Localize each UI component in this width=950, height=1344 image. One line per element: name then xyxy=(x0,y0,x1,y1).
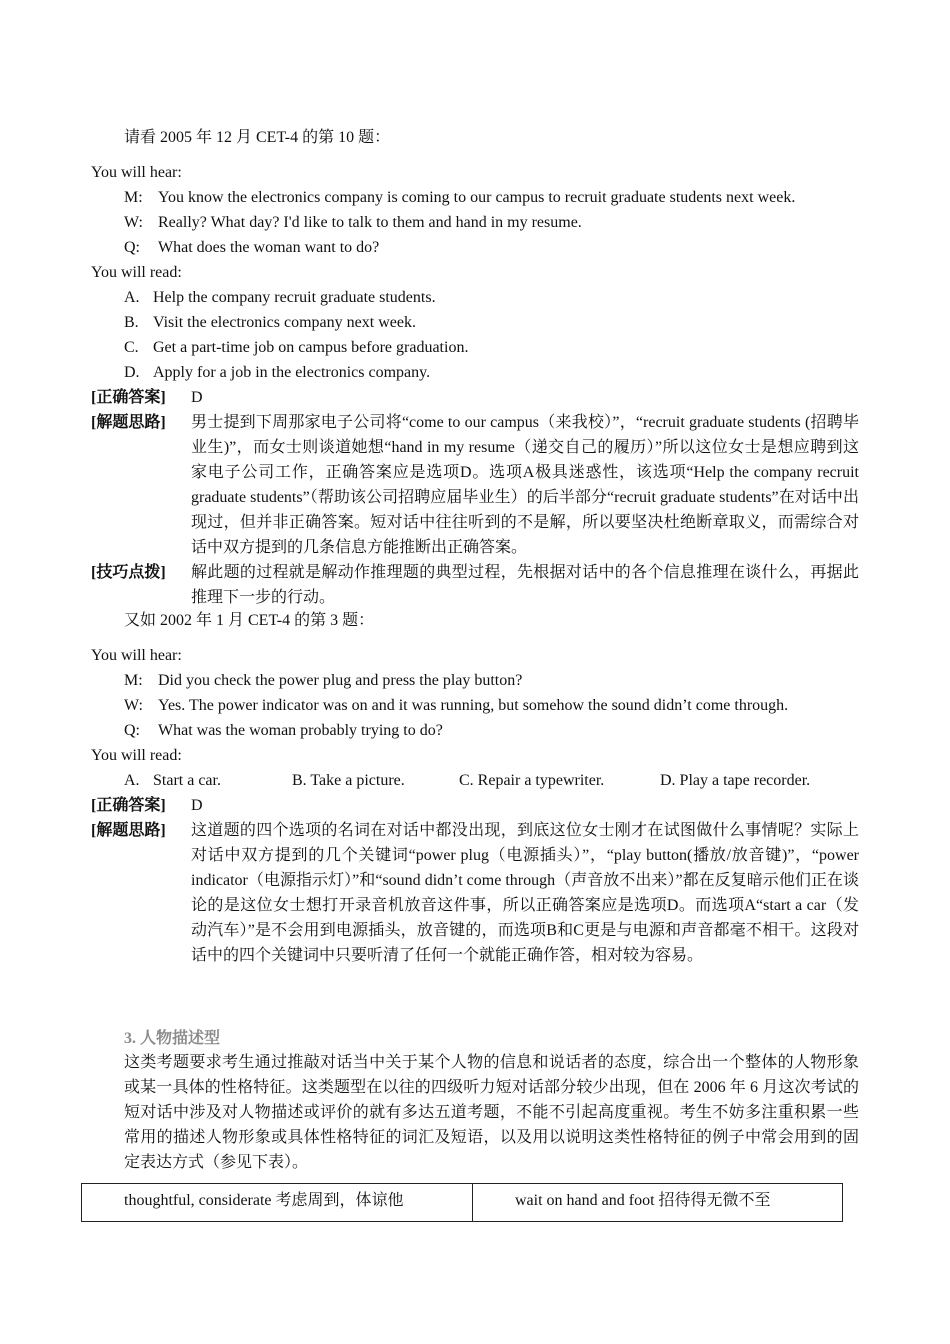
vocab-table xyxy=(81,1183,843,1222)
dialog-text: Yes. The power indicator was on and it was running, but somehow the sound didn’t come through. xyxy=(158,697,789,714)
table-row xyxy=(82,1184,843,1222)
intro-1: 请看 2005 年 12 月 CET-4 的第 10 题： xyxy=(124,129,391,146)
option-letter: A. xyxy=(124,772,140,789)
q1-read-label: You will read: xyxy=(91,264,182,281)
intro-2: 又如 2002 年 1 月 CET-4 的第 3 题： xyxy=(124,612,375,629)
q1-hear-label: You will hear: xyxy=(91,164,182,181)
option-letter: D. xyxy=(124,364,140,381)
option-text: D. Play a tape recorder. xyxy=(660,772,811,789)
option-text: Visit the electronics company next week. xyxy=(153,314,416,331)
tip-text: 解此题的过程就是解动作推理题的典型过程，先根据对话中的各个信息推理在谈什么，再据此推理下一步的行动。 xyxy=(191,564,859,606)
dialog-text: You know the electronics company is coming to our campus to recruit graduate students next week. xyxy=(158,189,796,206)
speaker-label: M: xyxy=(124,189,143,206)
analysis-label: [解题思路] xyxy=(91,822,166,839)
table-cell: thoughtful, considerate 考虑周到，体谅他 xyxy=(82,1184,473,1222)
section-body: 这类考题要求考生通过推敲对话当中关于某个人物的信息和说话者的态度，综合出一个整体的人物形象或某一具体的性格特征。这类题型在以往的四级听力短对话部分较少出现，但在 2006 年 6 月这次考试的短对话中涉及对人物描述或评价的就有多达五道考题，不能不引起高度重视。考生不妨多注重积累一些常用的描述人物形象或具体性格特征的词汇及短语，以及用以说明这类性格特征的例子中常会用到的固定表达方式（参见下表）。 xyxy=(124,1054,859,1171)
speaker-label: W: xyxy=(124,697,143,714)
dialog-text: What does the woman want to do? xyxy=(158,239,380,256)
speaker-label: M: xyxy=(124,672,143,689)
answer-label: [正确答案] xyxy=(91,797,166,814)
dialog-text: Really? What day? I'd like to talk to them and hand in my resume. xyxy=(158,214,582,231)
tip-label: [技巧点拨] xyxy=(91,564,166,581)
option-text: Get a part-time job on campus before graduation. xyxy=(153,339,469,356)
section-heading: 3. 人物描述型 xyxy=(124,1030,221,1047)
q2-read-label: You will read: xyxy=(91,747,182,764)
table-cell: wait on hand and foot 招待得无微不至 xyxy=(473,1184,843,1222)
option-text: Apply for a job in the electronics company. xyxy=(153,364,431,381)
dialog-text: Did you check the power plug and press the play button? xyxy=(158,672,523,689)
answer-label: [正确答案] xyxy=(91,389,166,406)
option-letter: C. xyxy=(124,339,139,356)
option-text: B. Take a picture. xyxy=(292,772,405,789)
option-text: Start a car. xyxy=(153,772,221,789)
speaker-label: Q: xyxy=(124,722,140,739)
analysis-text: 这道题的四个选项的名词在对话中都没出现，到底这位女士刚才在试图做什么事情呢？实际上对话中双方提到的几个关键词“power plug（电源插头）”，“play button(播放/放音键)”，“power indicator（电源指示灯）”和“sound didn’t come through（声音放不出来）”都在反复暗示他们正在谈论的是这位女士想打开录音机放音这件事，所以正确答案应是选项D。而选项A“start a car（发动汽车）”是不会用到电源插头，放音键的，而选项B和C更是与电源和声音都毫不相干。这段对话中的四个关键词中只要听清了任何一个就能正确作答，相对较为容易。 xyxy=(191,822,859,964)
option-text: C. Repair a typewriter. xyxy=(459,772,605,789)
analysis-label: [解题思路] xyxy=(91,414,166,431)
answer-value: D xyxy=(191,797,203,814)
answer-value: D xyxy=(191,389,203,406)
option-letter: A. xyxy=(124,289,140,306)
analysis-text: 男士提到下周那家电子公司将“come to our campus（来我校）”，“recruit graduate students (招聘毕业生)”，而女士则谈道她想“hand in my resume（递交自己的履历）”所以这位女士是想应聘到这家电子公司工作，正确答案应是选项D。选项A极具迷惑性，该选项“Help the company recruit graduate students”（帮助该公司招聘应届毕业生）的后半部分“recruit graduate students”在对话中出现过，但并非正确答案。短对话中往往听到的不是解，所以要坚决杜绝断章取义，而需综合对话中双方提到的几条信息方能推断出正确答案。 xyxy=(191,414,859,556)
option-text: Help the company recruit graduate students. xyxy=(153,289,436,306)
q2-hear-label: You will hear: xyxy=(91,647,182,664)
option-letter: B. xyxy=(124,314,139,331)
speaker-label: W: xyxy=(124,214,143,231)
speaker-label: Q: xyxy=(124,239,140,256)
dialog-text: What was the woman probably trying to do? xyxy=(158,722,443,739)
